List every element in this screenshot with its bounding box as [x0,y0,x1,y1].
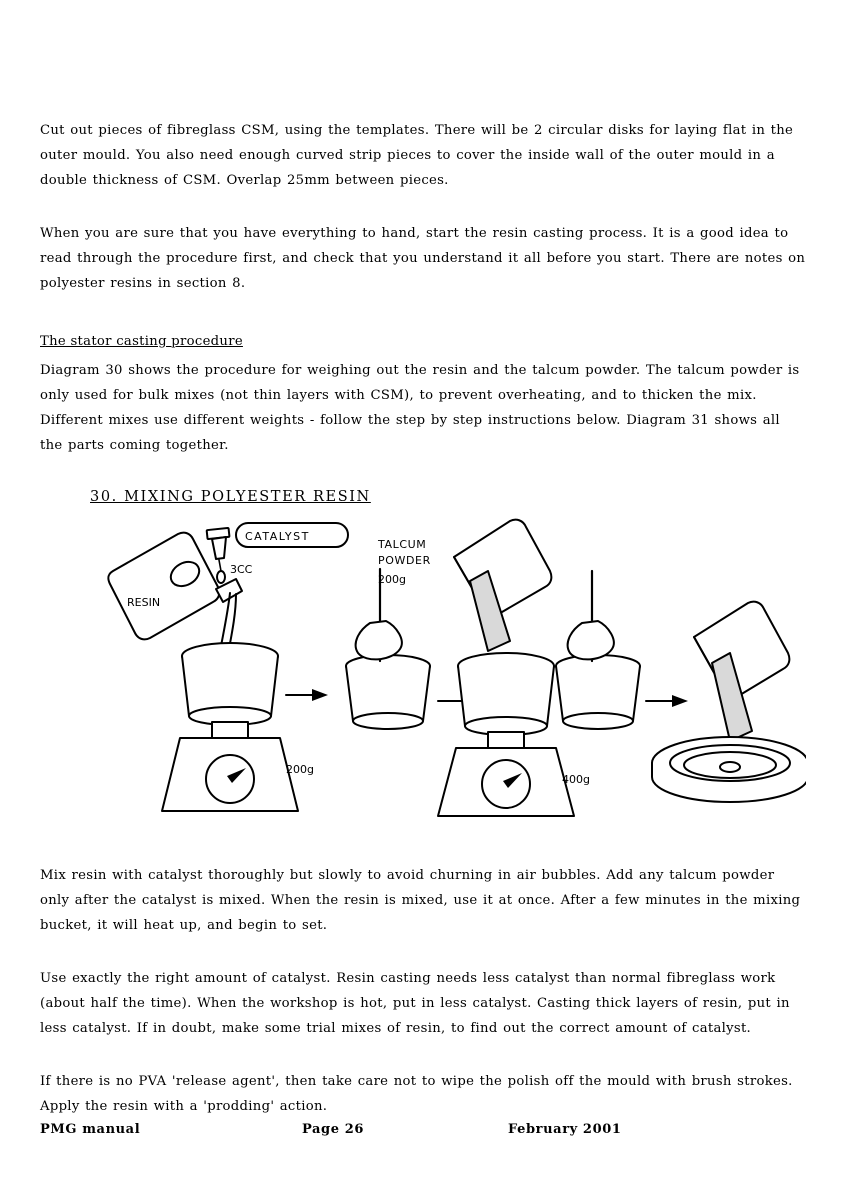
document-body [40,118,806,1119]
resin-label: RESIN [127,596,161,609]
paragraph-2: When you are sure that you have everything to hand, start the resin casting process. It is a good idea to read through the procedure first, and check that you understand it all before you start. There are notes on polyester resins in section 8. [40,226,806,291]
talcum-amount-label: 200g [378,573,406,586]
bucket-2 [346,569,430,729]
bucket-4 [556,571,640,729]
paragraph-5: Use exactly the right amount of catalyst. Resin casting needs less catalyst than normal fibreglass work (about half the time). When the workshop is hot, put in less catalyst. Casting thick layers of resin, put in less catalyst. If in doubt, make some trial mixes of resin, to find out the correct amount of catalyst. [40,971,790,1036]
talcum-label-line2: POWDER [378,554,431,567]
bucket-3 [458,653,554,735]
diagram-illustration [40,511,806,841]
flow-arrow-3 [646,695,688,707]
diagram-30-mixing-polyester-resin [40,511,806,841]
spacer [40,193,806,221]
scale-2-reading: 400g [562,773,590,786]
paragraph-4: Mix resin with catalyst thoroughly but slowly to avoid churning in air bubbles. Add any talcum powder only after the catalyst is mixed. When the resin is mixed, use it at once. After a few minutes in the mixing bucket, it will heat up, and begin to set. [40,868,801,933]
pouring-bucket [694,602,789,741]
spacer [40,841,806,863]
bucket-1 [182,643,278,725]
catalyst-amount-label: 3CC [230,563,253,576]
footer-page-number: Page 26 [302,1122,365,1137]
paragraph-3: Diagram 30 shows the procedure for weighing out the resin and the talcum powder. The talcum powder is only used for bulk mixes (not thin layers with CSM), to prevent overheating, and to thicken the mix. Different mixes use different weights - follow the step by step instructions below. Diagram 31 shows all the parts coming together. [40,363,800,453]
flow-arrow-1 [286,689,328,701]
scale-2 [438,732,574,816]
section-heading-wrap [40,330,806,358]
spacer [40,458,806,486]
footer-date: February 2001 [508,1122,622,1137]
diagram-title-wrap [40,486,806,505]
paragraph-1: Cut out pieces of fibreglass CSM, using the templates. There will be 2 circular disks for laying flat in the outer mould. You also need enough curved strip pieces to cover the inside wall of the outer mould in a double thickness of CSM. Overlap 25mm between pieces. [40,123,794,188]
catalyst-label: CATALYST [245,530,310,543]
talcum-label-line1: TALCUM [378,538,427,551]
footer-left: PMG manual [40,1122,141,1137]
talcum-scoop-icon [454,520,551,651]
section-heading: The stator casting procedure [40,334,243,349]
diagram-title: 30. MIXING POLYESTER RESIN [90,489,371,505]
spacer [40,938,806,966]
mould-ring [652,737,806,802]
spacer [40,1041,806,1069]
paragraph-6: If there is no PVA 'release agent', then take care not to wipe the polish off the mould with brush strokes. Apply the resin with a 'prodding' action. [40,1074,793,1114]
spacer [40,296,806,330]
scale-1 [162,722,298,811]
scale-1-reading: 200g [286,763,314,776]
